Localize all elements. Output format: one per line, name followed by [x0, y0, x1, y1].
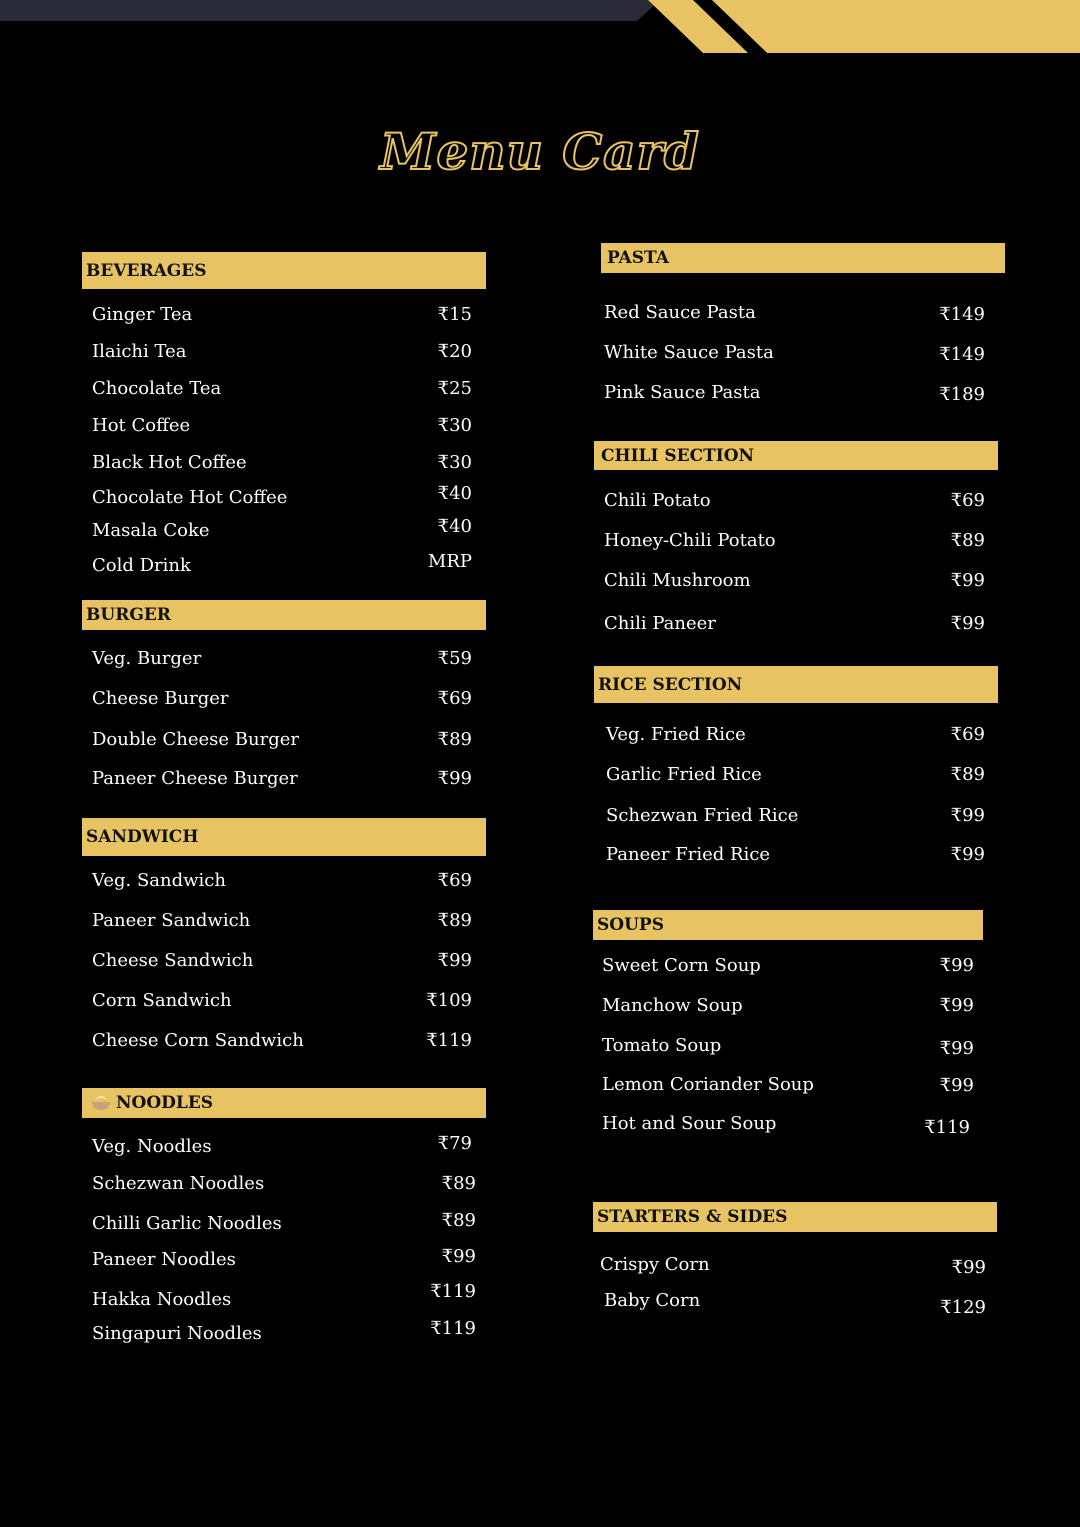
section-title: CHILI SECTION: [601, 445, 755, 466]
section-header-starters-sides: [593, 1202, 997, 1232]
menu-item-name: Crispy Corn: [600, 1254, 710, 1275]
section-title: STARTERS & SIDES: [597, 1207, 788, 1227]
menu-item-name: Hot Coffee: [92, 415, 191, 436]
menu-item-name: Hot and Sour Soup: [602, 1113, 777, 1134]
menu-item-name: Pink Sauce Pasta: [604, 382, 761, 403]
menu-item-price: ₹99: [950, 805, 985, 826]
section-header-burger: [82, 600, 486, 630]
menu-item-name: Lemon Coriander Soup: [602, 1074, 814, 1095]
section-header-chili-section: [594, 441, 998, 470]
menu-item-price: ₹69: [950, 490, 985, 511]
menu-item-price: ₹129: [940, 1297, 986, 1318]
menu-item-name: Chili Paneer: [604, 613, 716, 634]
menu-item-price: ₹89: [950, 764, 985, 785]
menu-item-price: ₹189: [939, 384, 985, 405]
menu-item-name: Hakka Noodles: [92, 1289, 232, 1310]
menu-item-price: ₹69: [950, 724, 985, 745]
menu-item-name: Ginger Tea: [92, 304, 193, 325]
menu-item-price: ₹89: [441, 1173, 476, 1194]
menu-item-name: Masala Coke: [92, 520, 210, 541]
menu-item-price: ₹119: [430, 1318, 476, 1339]
menu-item-name: Singapuri Noodles: [92, 1323, 262, 1344]
top-decorative-band: [0, 0, 660, 21]
gold-corner-banner: [712, 0, 1080, 53]
menu-item-price: ₹99: [939, 1038, 974, 1059]
menu-item-price: ₹99: [939, 955, 974, 976]
menu-item-name: Veg. Sandwich: [92, 870, 226, 891]
section-header-rice-section: [594, 666, 998, 703]
section-header-soups: [593, 910, 983, 940]
menu-item-name: Honey-Chili Potato: [604, 530, 776, 551]
menu-item-price: ₹69: [437, 688, 472, 709]
section-title: NOODLES: [116, 1093, 214, 1113]
menu-item-name: Paneer Fried Rice: [606, 844, 771, 865]
section-header-noodles: [82, 1088, 486, 1118]
menu-item-price: ₹59: [437, 648, 472, 669]
menu-item-price: ₹89: [441, 1210, 476, 1231]
menu-item-price: ₹40: [437, 483, 472, 504]
menu-item-name: Chilli Garlic Noodles: [92, 1213, 282, 1234]
menu-item-price: ₹149: [939, 304, 985, 325]
menu-item-name: Cold Drink: [92, 555, 191, 576]
menu-item-name: Tomato Soup: [602, 1035, 722, 1056]
menu-item-price: ₹99: [950, 844, 985, 865]
section-title: PASTA: [607, 248, 669, 268]
section-title: SOUPS: [597, 915, 664, 935]
menu-item-price: ₹99: [939, 1075, 974, 1096]
menu-item-name: Sweet Corn Soup: [602, 955, 761, 976]
menu-item-price: ₹109: [426, 990, 472, 1011]
menu-item-price: ₹99: [951, 1257, 986, 1278]
menu-item-name: Chili Potato: [604, 490, 711, 511]
menu-item-name: Cheese Burger: [92, 688, 229, 709]
menu-item-price: ₹30: [437, 415, 472, 436]
section-title: SANDWICH: [86, 827, 199, 847]
menu-item-name: Corn Sandwich: [92, 990, 232, 1011]
menu-item-price: ₹119: [430, 1281, 476, 1302]
menu-item-name: Chocolate Tea: [92, 378, 222, 399]
menu-item-name: Chocolate Hot Coffee: [92, 487, 288, 508]
menu-item-price: MRP: [427, 551, 472, 572]
menu-item-name: Baby Corn: [604, 1290, 701, 1311]
menu-item-price: ₹149: [939, 344, 985, 365]
noodle-bowl-icon: [91, 1095, 111, 1111]
menu-item-price: ₹99: [950, 570, 985, 591]
menu-item-price: ₹89: [437, 729, 472, 750]
menu-item-price: ₹69: [437, 870, 472, 891]
menu-item-name: White Sauce Pasta: [604, 342, 774, 363]
menu-item-name: Veg. Fried Rice: [606, 724, 746, 745]
menu-item-price: ₹99: [939, 995, 974, 1016]
menu-item-name: Paneer Sandwich: [92, 910, 251, 931]
page-title: Menu Card: [380, 122, 700, 181]
menu-item-price: ₹79: [437, 1133, 472, 1154]
section-title: RICE SECTION: [598, 674, 743, 695]
menu-item-name: Schezwan Fried Rice: [606, 805, 799, 826]
menu-item-price: ₹99: [441, 1246, 476, 1267]
menu-item-price: ₹25: [437, 378, 472, 399]
menu-item-name: Red Sauce Pasta: [604, 302, 756, 323]
menu-item-name: Paneer Cheese Burger: [92, 768, 298, 789]
menu-item-name: Veg. Burger: [92, 648, 202, 669]
menu-item-price: ₹20: [437, 341, 472, 362]
menu-item-price: ₹119: [924, 1117, 970, 1138]
menu-item-price: ₹99: [437, 950, 472, 971]
menu-item-name: Double Cheese Burger: [92, 729, 299, 750]
section-title: BEVERAGES: [86, 260, 207, 281]
menu-item-price: ₹119: [426, 1030, 472, 1051]
section-header-sandwich: [82, 818, 486, 856]
section-header-pasta: [601, 243, 1005, 273]
menu-item-name: Cheese Sandwich: [92, 950, 254, 971]
menu-item-name: Garlic Fried Rice: [606, 764, 762, 785]
section-title: BURGER: [86, 605, 171, 625]
menu-item-name: Paneer Noodles: [92, 1249, 236, 1270]
menu-item-price: ₹15: [437, 304, 472, 325]
menu-item-price: ₹30: [437, 452, 472, 473]
menu-item-name: Schezwan Noodles: [92, 1173, 265, 1194]
menu-item-name: Ilaichi Tea: [92, 341, 187, 362]
menu-item-price: ₹99: [950, 613, 985, 634]
menu-item-name: Cheese Corn Sandwich: [92, 1030, 304, 1051]
menu-item-name: Veg. Noodles: [92, 1136, 212, 1157]
menu-item-price: ₹40: [437, 516, 472, 537]
menu-item-name: Manchow Soup: [602, 995, 743, 1016]
menu-item-name: Chili Mushroom: [604, 570, 751, 591]
menu-item-price: ₹89: [950, 530, 985, 551]
section-header-beverages: [82, 252, 486, 289]
menu-item-price: ₹89: [437, 910, 472, 931]
menu-item-price: ₹99: [437, 768, 472, 789]
menu-item-name: Black Hot Coffee: [92, 452, 247, 473]
